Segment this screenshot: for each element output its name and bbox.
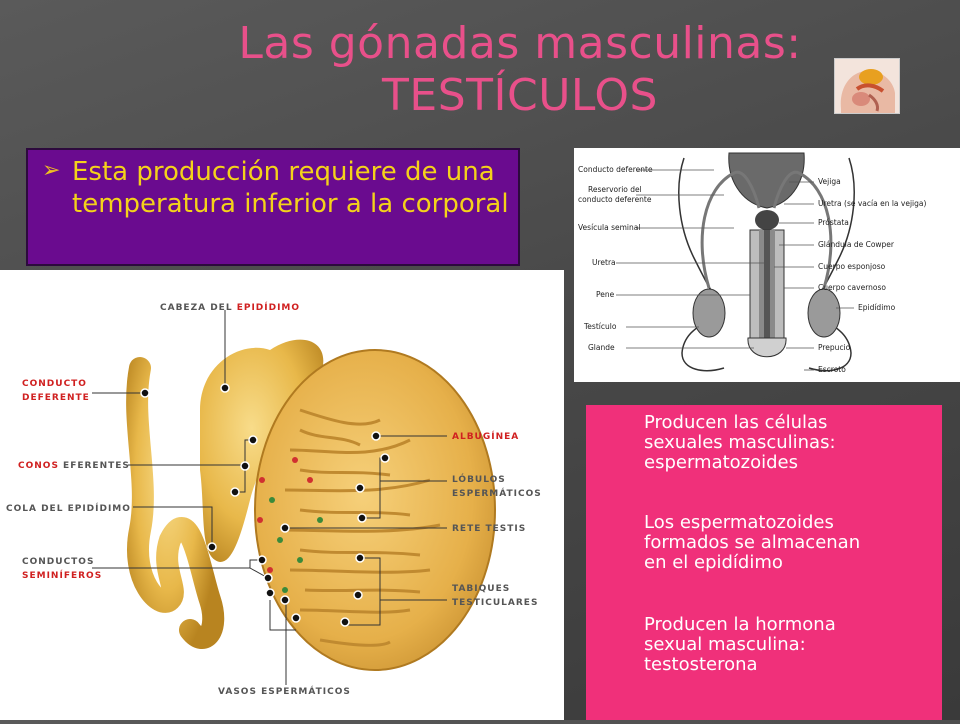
- label-glandula-cowper: Glándula de Cowper: [818, 240, 894, 249]
- label-cuerpo-cavernoso: Cuerpo cavernoso: [818, 283, 886, 292]
- label-lobulos-line1: LÓBULOS: [452, 475, 506, 485]
- testis-diagram: [0, 270, 564, 720]
- label-vasos-espermaticos: VASOS ESPERMÁTICOS: [218, 687, 351, 697]
- label-tabiques-line2: TESTICULARES: [452, 598, 539, 608]
- function-item-1-line1: Producen las células: [644, 412, 828, 433]
- function-item-3-line3: testosterona: [644, 654, 758, 675]
- label-vesicula-seminal: Vesícula seminal: [578, 223, 641, 232]
- function-item-3-line2: sexual masculina:: [644, 634, 806, 655]
- label-conducto-deferente: Conducto deferente: [578, 165, 653, 174]
- label-uretra: Uretra: [592, 258, 616, 267]
- function-item-2-line3: en el epidídimo: [644, 552, 783, 573]
- function-item-3: [644, 615, 932, 675]
- function-item-2: [644, 513, 932, 573]
- glans-shape: [748, 338, 786, 357]
- label-conducto-line1: CONDUCTO: [22, 379, 87, 389]
- label-pene: Pene: [596, 290, 615, 299]
- function-item-3-line1: Producen la hormona: [644, 614, 836, 635]
- temperature-note-box: [26, 148, 520, 266]
- function-item-1-line3: espermatozoides: [644, 452, 799, 473]
- label-cuerpo-esponjoso: Cuerpo esponjoso: [818, 262, 886, 271]
- label-epididimo: Epidídimo: [858, 303, 896, 312]
- slide-title: [170, 18, 870, 122]
- label-glande: Glande: [588, 343, 615, 352]
- label-tabiques-line1: TABIQUES: [452, 584, 511, 594]
- label-testiculo: Testículo: [584, 322, 617, 331]
- right-testicle-shape: [808, 289, 840, 337]
- label-albuginea: ALBUGÍNEA: [452, 432, 520, 442]
- label-prostata: Próstata: [818, 218, 849, 227]
- label-cabeza-epididimo: CABEZA DEL EPIDÍDIMO: [160, 303, 301, 313]
- prostate-shape: [755, 210, 779, 230]
- label-rete-testis: RETE TESTIS: [452, 524, 527, 534]
- function-item-1-line2: sexuales masculinas:: [644, 432, 836, 453]
- label-vejiga: Vejiga: [818, 177, 841, 186]
- function-item-2-line2: formados se almacenan: [644, 532, 861, 553]
- testis-diagram-svg: [0, 270, 564, 720]
- label-uretra-vejiga: Uretra (se vacía en la vejiga): [818, 199, 927, 208]
- anatomy-left-labels: [578, 165, 653, 352]
- testis-functions-box: [586, 405, 942, 720]
- label-escroto: Escroto: [818, 365, 846, 374]
- left-testicle-shape: [693, 289, 725, 337]
- male-anatomy-diagram: [574, 148, 960, 382]
- label-lobulos-line2: ESPERMÁTICOS: [452, 489, 542, 499]
- arrow-bullet-icon: ➢: [42, 158, 61, 183]
- label-cola-epididimo: COLA DEL EPIDÍDIMO: [6, 504, 131, 514]
- label-conos-eferentes: CONOS EFERENTES: [18, 461, 130, 471]
- slide-title-line1: Las gónadas masculinas:: [238, 18, 802, 69]
- label-conductos-line2: SEMINÍFEROS: [22, 571, 103, 581]
- testis-body-shape: [255, 350, 495, 670]
- anatomy-right-labels: [818, 177, 926, 374]
- title-thumbnail-image: [834, 58, 900, 114]
- male-anatomy-svg: [574, 148, 960, 382]
- label-conducto-line2: DEFERENTE: [22, 393, 90, 403]
- temperature-note-text: Esta producción requiere de una temperatura inferior a la corporal: [72, 157, 509, 219]
- slide-title-line2: TESTÍCULOS: [382, 70, 658, 121]
- label-reservorio-line2: conducto deferente: [578, 195, 652, 204]
- urethra-shape: [764, 230, 770, 345]
- function-item-2-line1: Los espermatozoides: [644, 512, 834, 533]
- label-prepucio: Prepucio: [818, 343, 851, 352]
- label-reservorio-line1: Reservorio del: [588, 185, 642, 194]
- function-item-1: [644, 413, 932, 473]
- label-conductos-line1: CONDUCTOS: [22, 557, 95, 567]
- bladder-shape: [729, 153, 804, 208]
